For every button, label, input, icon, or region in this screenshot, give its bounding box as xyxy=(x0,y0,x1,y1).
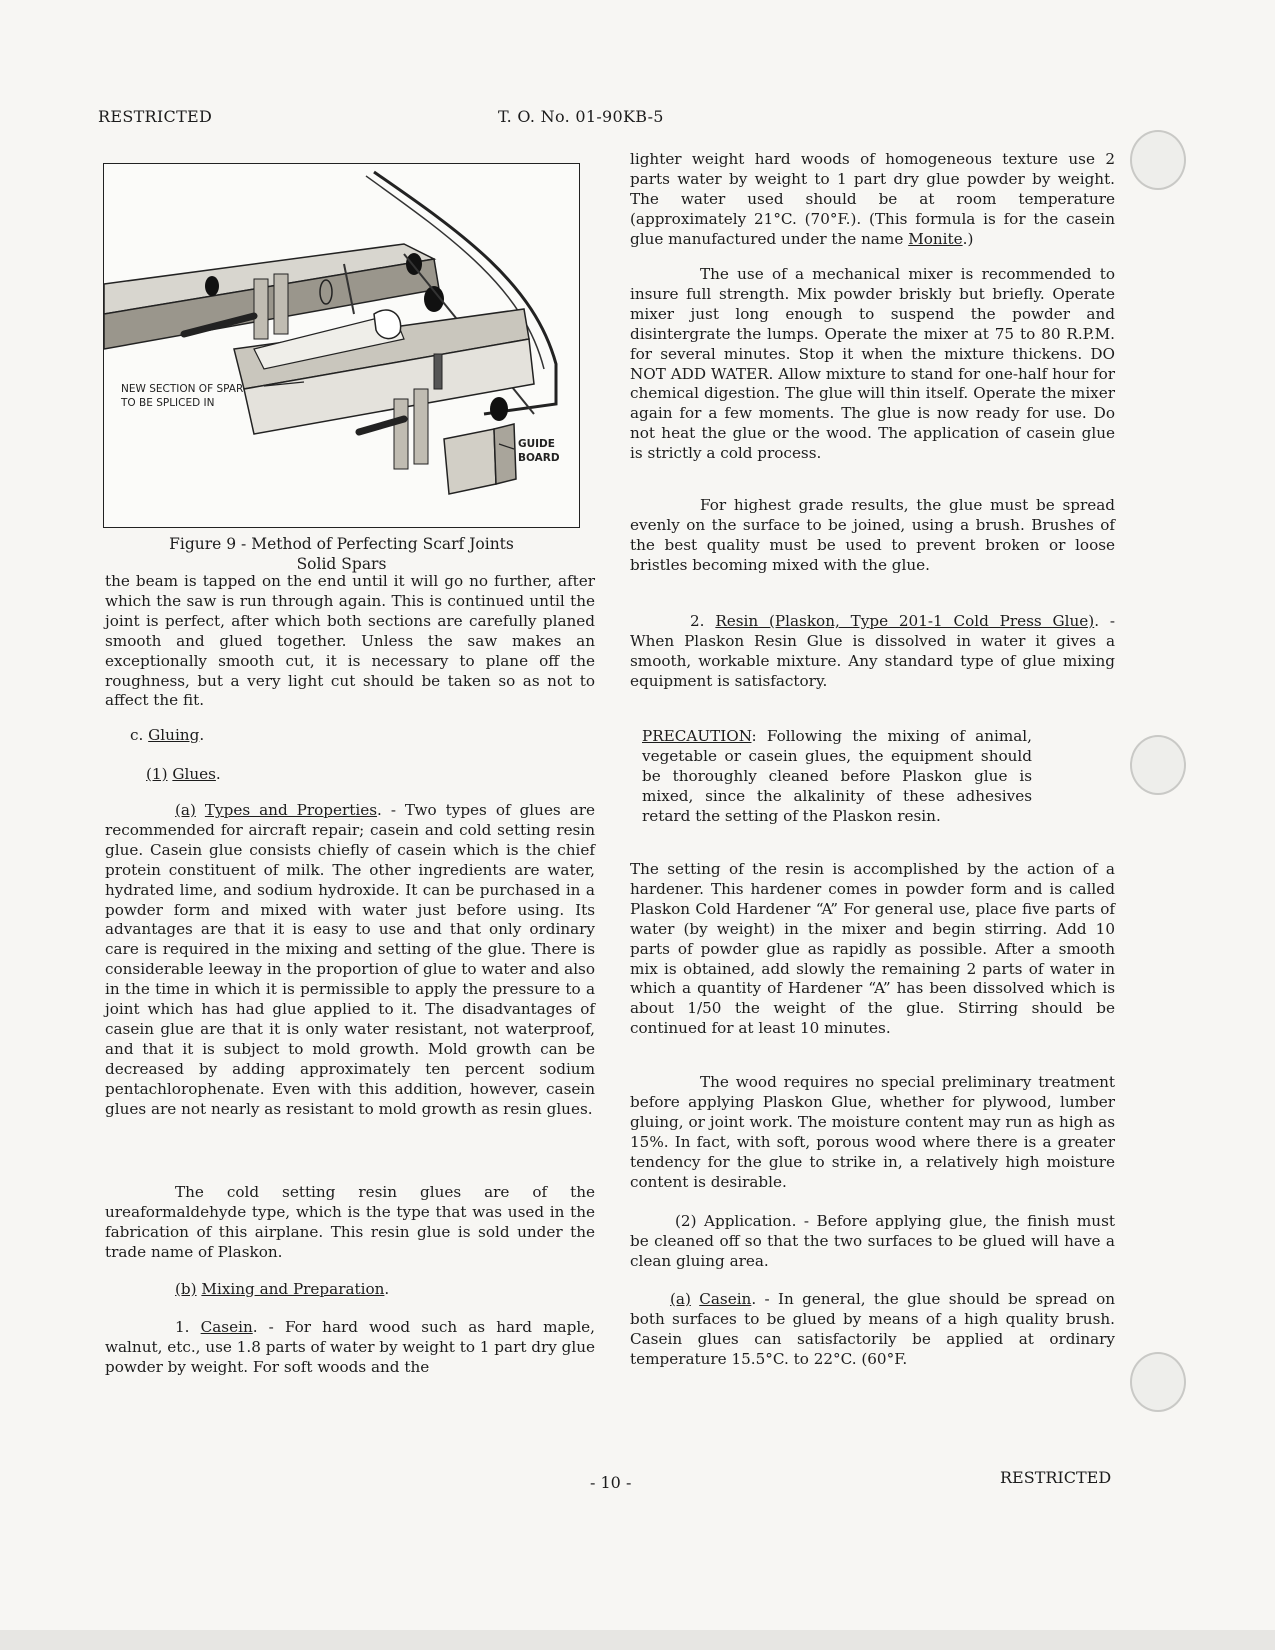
paragraph-mechanical-mixer xyxy=(630,265,1115,464)
label-guide-line2: BOARD xyxy=(518,452,560,464)
precaution-text: : Following the mixing of animal, vegetable or casein glues, the equipment should be thoroughly cleaned before Plaskon glue is mixed, since the alkalinity of these adhesives retard the setting of the Plaskon resin. xyxy=(642,727,1032,825)
paragraph-casein-continued xyxy=(630,150,1115,250)
heading-gluing-number: c. xyxy=(130,726,144,744)
paragraph-resin-glues xyxy=(105,1183,595,1263)
paragraph-resin-plaskon xyxy=(630,612,1115,692)
heading-glues-number: (1) xyxy=(146,765,168,783)
footer-restricted: RESTRICTED xyxy=(1000,1468,1112,1487)
paragraph-application xyxy=(630,1212,1115,1272)
casein-title: Casein xyxy=(200,1318,253,1336)
label-guide-line1: GUIDE xyxy=(518,438,555,450)
mechanical-mixer-text: The use of a mechanical mixer is recommended to insure full strength. Mix powder briskly but briefly. Operate mixer just long enough to suspend the powder and disintergrate the lumps. Operate the mixer at 75 to 80 R.P.M. for several minutes. Stop it when the mixture thickens. DO NOT ADD WATER. Allow mixture to stand for one-half hour for chemical digestion. The glue will thin itself. Operate the mixer again for a few moments. The glue is now ready for use. Do not heat the glue or the wood. The application of casein glue is strictly a cold process. xyxy=(630,265,1115,463)
mixing-end: . xyxy=(384,1280,390,1298)
resin-title: Resin (Plaskon, Type 201-1 Cold Press Glue) xyxy=(715,612,1095,630)
casein-text: . - For hard wood such as hard maple, walnut, etc., use 1.8 parts of water by weight to 1 part dry glue powder by weight. For soft woods and the xyxy=(105,1318,595,1376)
types-text: . - Two types of glues are recommended for aircraft repair; casein and cold setting resin glue. Casein glue consists chiefly of casein which is the chief protein constituent of milk. The other ingredients are water, hydrated lime, and sodium hydroxide. It can be purchased in a powder form and mixed with water just before using. Its advantages are that it is easy to use and that only ordinary care is required in the mixing and setting of the glue. There is considerable leeway in the proportion of glue to water and also in the time in which it is permissible to apply the pressure to a joint which has had glue applied to it. The disadvantages of casein glue are that it is only water resistant, not waterproof, and that it is subject to mold growth. Mold growth can be decreased by adding approximately ten percent sodium pentachlorophenate. Even with this addition, however, casein glues are not nearly as resistant to mold growth as resin glues. xyxy=(105,801,596,1118)
monite-name: Monite xyxy=(908,229,963,248)
casein-ratio-end: .) xyxy=(962,229,974,248)
resin-number: 2. xyxy=(690,612,705,630)
casein-app-title: Casein xyxy=(699,1290,752,1308)
binder-hole-top xyxy=(1130,130,1186,190)
figure-9-illustration xyxy=(103,163,580,528)
heading-gluing-title: Gluing xyxy=(148,726,200,744)
casein-number: 1. xyxy=(175,1318,190,1336)
mixing-number: (b) xyxy=(175,1280,197,1298)
paragraph-hardener xyxy=(630,860,1115,1039)
types-title: Types and Properties xyxy=(204,801,377,819)
casein-app-text: . - In general, the glue should be spread on both surfaces to be glued by means of a high quality brush. Casein glues can satisfactorily be applied at ordinary temperature 15.5°C. to 22°C. (60°F. xyxy=(630,1290,1115,1368)
binder-hole-bottom xyxy=(1130,1352,1186,1412)
label-new-section-line2: TO BE SPLICED IN xyxy=(121,397,215,409)
heading-glues-title: Glues xyxy=(172,765,216,783)
resin-text: . - When Plaskon Resin Glue is dissolved in water it gives a smooth, workable mixture. Any standard type of glue mixing equipment is satisfactory. xyxy=(630,612,1115,690)
casein-ratio-text: lighter weight hard woods of homogeneous texture use 2 parts water by weight to 1 part dry glue powder by weight. The water used should be at room temperature (approximately 21°C. (70°F.). (This formula is for the casein glue manufactured under the name xyxy=(630,150,1115,248)
left-paragraph-continuation xyxy=(105,572,595,711)
binder-hole-middle xyxy=(1130,735,1186,795)
scan-edge-strip xyxy=(0,1630,1275,1650)
wood-preparation-text: The wood requires no special preliminary treatment before applying Plaskon Glue, whether for plywood, lumber gluing, or joint work. The moisture content may run as high as 15%. In fact, with soft, porous wood where there is a greater tendency for the glue to strike in, a relatively high moisture content is desirable. xyxy=(630,1073,1115,1191)
hardener-text: The setting of the resin is accomplished by the action of a hardener. This hardener comes in powder form and is called Plaskon Cold Hardener “A” For general use, place five parts of water (by weight) in the mixer and begin stirring. Add 10 parts of powder glue as rapidly as possible. After a smooth mix is obtained, add slowly the remaining 2 parts of water in which a quantity of Hardener “A” has been dissolved which is about 1/50 the weight of the glue. Stirring should be continued for at least 10 minutes. xyxy=(630,860,1115,1038)
mixing-title: Mixing and Preparation xyxy=(201,1280,385,1298)
header-document-number: T. O. No. 01-90KB-5 xyxy=(498,107,664,126)
application-text: (2) Application. - Before applying glue, the finish must be cleaned off so that the two surfaces to be glued will have a clean gluing area. xyxy=(630,1212,1115,1270)
page-number: - 10 - xyxy=(590,1473,632,1492)
heading-mixing-preparation xyxy=(175,1280,665,1300)
paragraph-wood-preparation xyxy=(630,1073,1115,1192)
precaution-note xyxy=(642,727,1032,827)
paragraph-scarf-joint-finish: the beam is tapped on the end until it will go no further, after which the saw is run through again. This is continued until the joint is perfect, after which both sections are carefully planed smooth and glued together. Unless the saw makes an exceptionally smooth cut, it is necessary to plane off the roughness, but a very light cut should be taken so as not to affect the fit. xyxy=(105,572,595,710)
resin-glue-text: The cold setting resin glues are of the ureaformaldehyde type, which is the type that was used in the fabrication of this airplane. This resin glue is sold under the trade name of Plaskon. xyxy=(105,1183,595,1261)
heading-glues-end: . xyxy=(215,765,221,783)
heading-gluing xyxy=(130,726,620,746)
scarf-joint-drawing xyxy=(104,164,579,527)
paragraph-casein-mixing xyxy=(105,1318,595,1378)
figure-caption-line2: Solid Spars xyxy=(296,555,387,573)
casein-app-number: (a) xyxy=(670,1290,691,1308)
header-restricted: RESTRICTED xyxy=(98,107,213,126)
figure-caption-line1: Figure 9 - Method of Perfecting Scarf Joints xyxy=(169,535,514,553)
paragraph-types-and-properties xyxy=(105,801,595,1120)
label-new-section-line1: NEW SECTION OF SPAR xyxy=(121,383,244,395)
paragraph-brush-application xyxy=(630,496,1115,576)
types-number: (a) xyxy=(175,801,196,819)
paragraph-casein-application xyxy=(630,1290,1115,1370)
figure-caption xyxy=(103,534,580,574)
brush-text: For highest grade results, the glue must be spread evenly on the surface to be joined, using a brush. Brushes of the best quality must be used to prevent broken or loose bristles becoming mixed with the glue. xyxy=(630,496,1115,574)
heading-glues xyxy=(146,765,636,785)
heading-gluing-end: . xyxy=(199,726,205,744)
precaution-label: PRECAUTION xyxy=(642,727,752,745)
